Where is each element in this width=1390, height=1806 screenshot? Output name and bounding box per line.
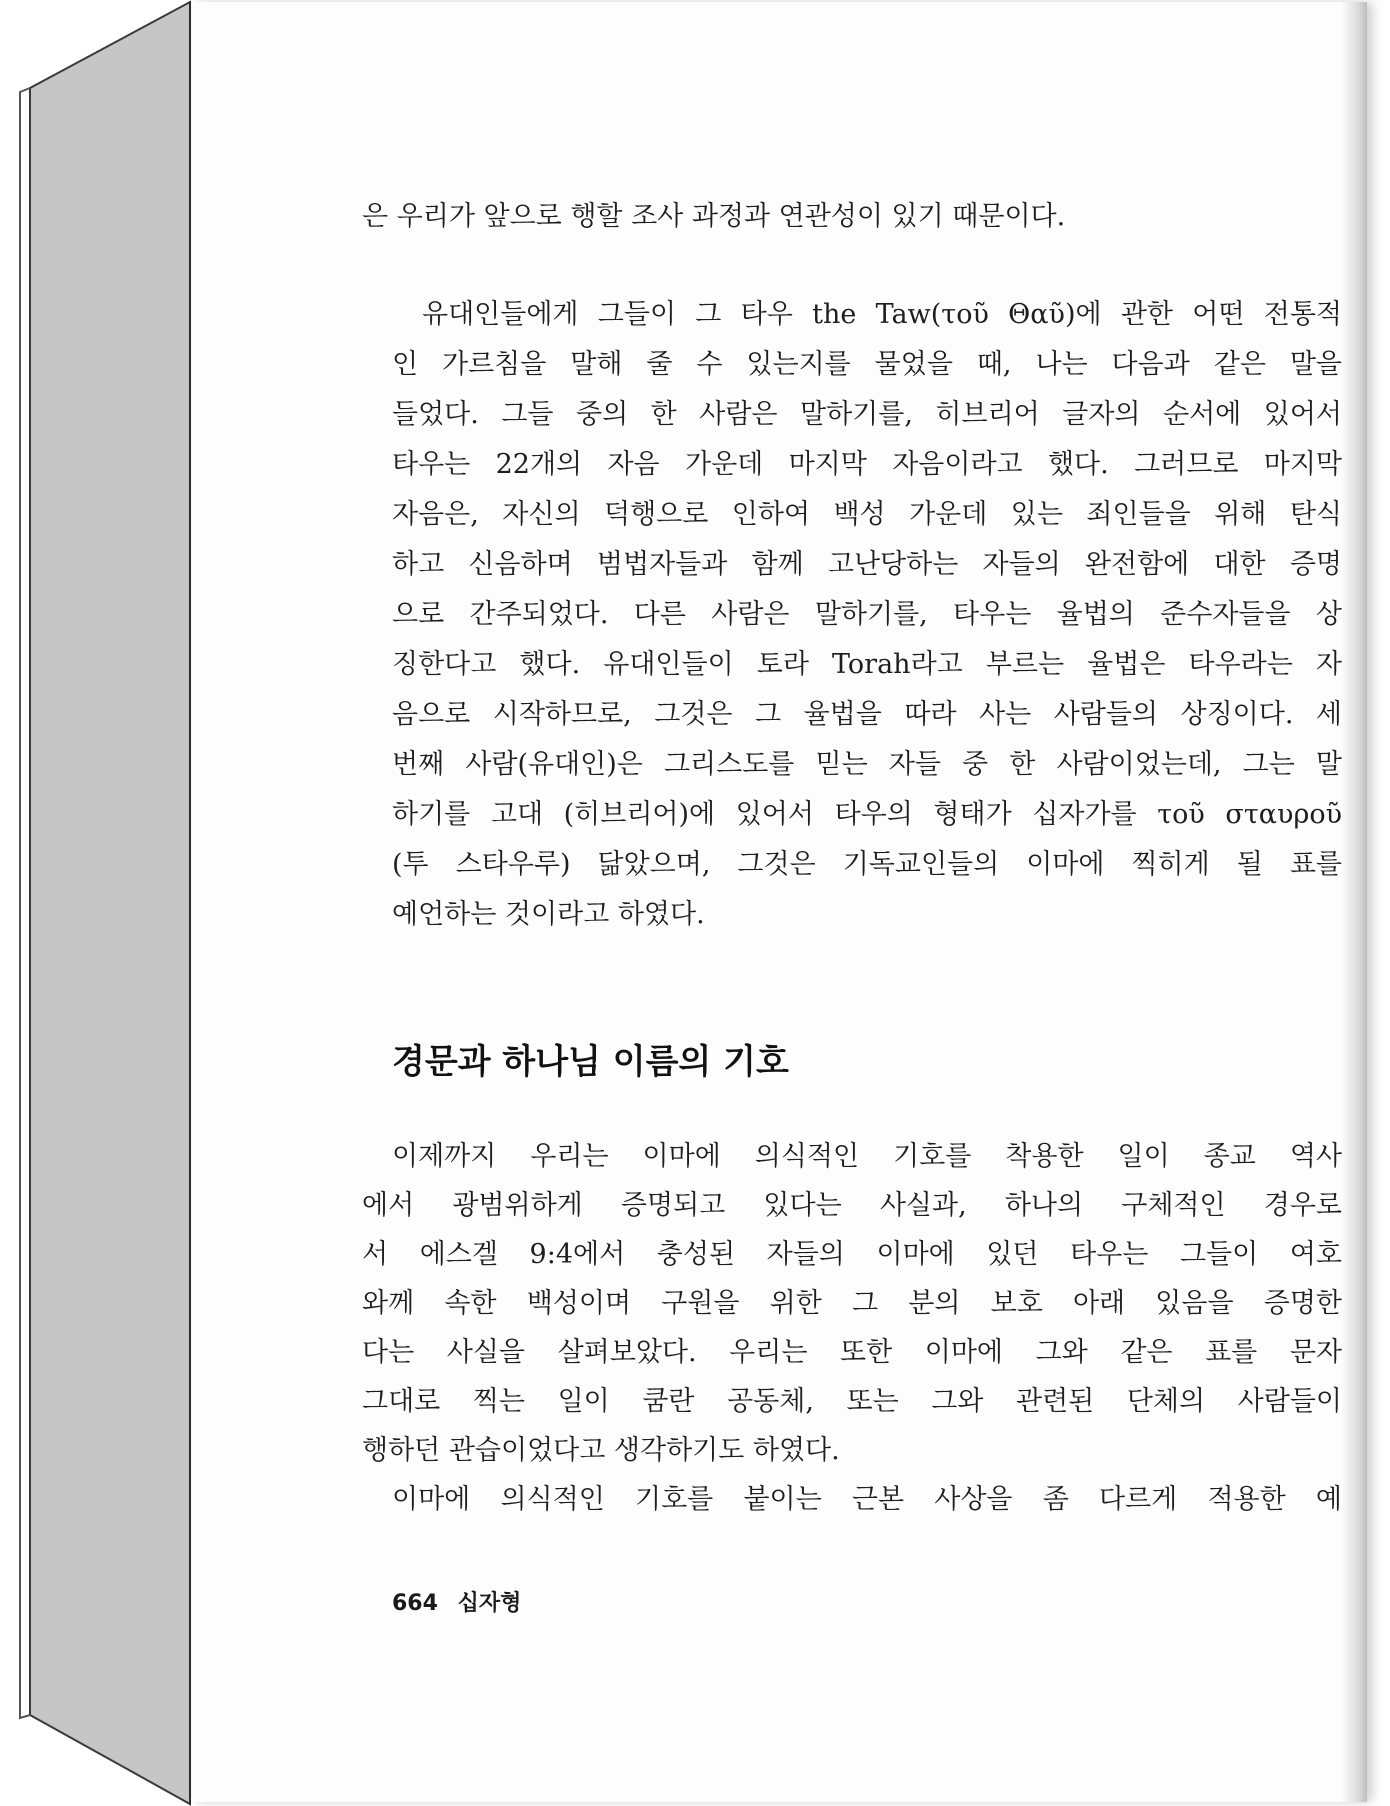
quote-line: 으로 간주되었다. 다른 사람은 말하기를, 타우는 율법의 준수자들을 상 xyxy=(392,599,1342,630)
opening-line xyxy=(362,192,1342,242)
quote-line: 음으로 시작하므로, 그것은 그 율법을 따라 사는 사람들의 상징이다. 세 xyxy=(392,699,1342,730)
book-page xyxy=(192,2,1367,1802)
quote-line: 타우는 22개의 자음 가운데 마지막 자음이라고 했다. 그러므로 마지막 xyxy=(392,449,1342,480)
body-line: 행하던 관습이었다고 생각하기도 하였다. xyxy=(362,1435,840,1466)
quote-line: 징한다고 했다. 유대인들이 토라 Torah라고 부르는 율법은 타우라는 자 xyxy=(392,649,1342,680)
page-number: 664 xyxy=(392,1591,438,1616)
text-line: 은 우리가 앞으로 행할 조사 과정과 연관성이 있기 때문이다. xyxy=(362,201,1066,232)
quote-line: 들었다. 그들 중의 한 사람은 말하기를, 히브리어 글자의 순서에 있어서 xyxy=(392,399,1342,430)
quote-line: 유대인들에게 그들이 그 타우 the Taw(τοῦ Θαῦ)에 관한 어떤 전통적 xyxy=(422,299,1342,330)
quote-line: 자음은, 자신의 덕행으로 인하여 백성 가운데 있는 죄인들을 위해 탄식 xyxy=(392,499,1342,530)
quote-line: (투 스타우루) 닮았으며, 그것은 기독교인들의 이마에 찍히게 될 표를 xyxy=(392,849,1342,880)
body-line: 와께 속한 백성이며 구원을 위한 그 분의 보호 아래 있음을 증명한 xyxy=(362,1288,1342,1319)
running-title: 십자형 xyxy=(457,1591,522,1616)
body-line: 이마에 의식적인 기호를 붙이는 근본 사상을 좀 다르게 적용한 예 xyxy=(392,1484,1342,1515)
quote-line: 인 가르침을 말해 줄 수 있는지를 물었을 때, 나는 다음과 같은 말을 xyxy=(392,349,1342,380)
page-edge-shadow xyxy=(1341,2,1367,1802)
body-line: 이제까지 우리는 이마에 의식적인 기호를 착용한 일이 종교 역사 xyxy=(392,1141,1342,1172)
quote-line: 예언하는 것이라고 하였다. xyxy=(392,899,705,930)
quote-line: 하고 신음하며 범법자들과 함께 고난당하는 자들의 완전함에 대한 증명 xyxy=(392,549,1342,580)
body-line: 서 에스겔 9:4에서 충성된 자들의 이마에 있던 타우는 그들이 여호 xyxy=(362,1239,1342,1270)
quote-line: 하기를 고대 (히브리어)에 있어서 타우의 형태가 십자가를 τοῦ σταυροῦ xyxy=(392,799,1342,830)
body-line: 에서 광범위하게 증명되고 있다는 사실과, 하나의 구체적인 경우로 xyxy=(362,1190,1342,1221)
quote-line: 번째 사람(유대인)은 그리스도를 믿는 자들 중 한 사람이었는데, 그는 말 xyxy=(392,749,1342,780)
page-footer xyxy=(392,1586,521,1617)
body-paragraphs xyxy=(362,1132,1342,1524)
body-line: 그대로 찍는 일이 쿰란 공동체, 또는 그와 관련된 단체의 사람들이 xyxy=(362,1386,1342,1417)
body-line: 다는 사실을 살펴보았다. 우리는 또한 이마에 그와 같은 표를 문자 xyxy=(362,1337,1342,1368)
block-quote xyxy=(392,290,1342,940)
section-heading: 경문과 하나님 이름의 기호 xyxy=(392,1042,789,1082)
